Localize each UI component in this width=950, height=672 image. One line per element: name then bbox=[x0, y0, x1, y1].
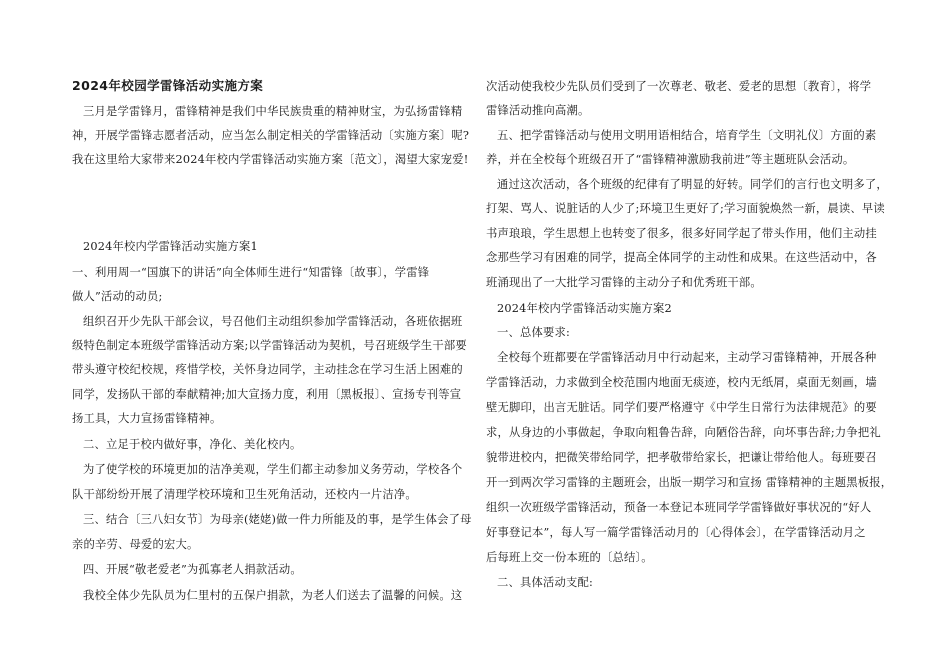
paragraph-line: 二、立足于校内做好事，净化、美化校内。 bbox=[83, 438, 302, 451]
paragraph-line: 后每班上交一份本班的〔总结〕。 bbox=[486, 551, 653, 564]
paragraph-line: 三、结合〔三八妇女节〕为母亲(姥姥)做一件力所能及的事，是学生体会了母 bbox=[83, 513, 472, 526]
paragraph-line: 念那些学习有困难的同学，提高全体同学的主动性和成果。在这些活动中，各 bbox=[486, 251, 877, 264]
paragraph-line: 通过这次活动，各个班级的纪律有了明显的好转。同学们的言行也文明多了， bbox=[497, 178, 888, 191]
paragraph-line: 组织召开少先队干部会议，号召他们主动组织参加学雷锋活动，各班依据班 bbox=[83, 315, 463, 328]
paragraph-line: 二、具体活动支配: bbox=[497, 576, 593, 589]
paragraph-line: 我在这里给大家带来2024年校内学雷锋活动实施方案〔范文〕，渴望大家宠爱! bbox=[72, 153, 469, 166]
section-heading: 2024年校内学雷锋活动实施方案1 bbox=[83, 240, 258, 253]
paragraph-line: 扬工具，大力宣扬雷锋精神。 bbox=[72, 412, 222, 425]
paragraph-line: 四、开展“敬老爱老”为孤寡老人捐款活动。 bbox=[83, 563, 302, 576]
paragraph-line: 做人”活动的动员; bbox=[72, 290, 163, 303]
paragraph-line: 好事登记本”，每人写一篇学雷锋活动月的〔心得体会〕，在学雷锋活动月之 bbox=[486, 526, 866, 539]
paragraph-line: 全校每个班都要在学雷锋活动月中行动起来，主动学习雷锋精神，开展各种 bbox=[497, 351, 877, 364]
paragraph-line: 求，从身边的小事做起，争取向粗鲁告辞，向陋俗告辞，向坏事告辞;力争把礼 bbox=[486, 426, 881, 439]
paragraph-line: 貌带进校内，把微笑带给同学，把孝敬带给家长，把谦让带给他人。每班要召 bbox=[486, 451, 877, 464]
paragraph-line: 打架、骂人、说脏话的人少了;环境卫生更好了;学习面貌焕然一新，晨读、早读 bbox=[486, 202, 885, 215]
paragraph-line: 三月是学雷锋月，雷锋精神是我们中华民族贵重的精神财宝，为弘扬雷锋精 bbox=[83, 105, 463, 118]
paragraph-line: 书声琅琅，学生思想上也转变了很多，很多好同学起了带头作用，他们主动挂 bbox=[486, 227, 877, 240]
paragraph-line: 养，并在全校每个班级召开了“雷锋精神激励我前进”等主题班队会活动。 bbox=[486, 153, 855, 166]
paragraph-line: 一、总体要求: bbox=[497, 326, 570, 339]
paragraph-line: 壁无脚印，出言无脏话。同学们要严格遵守《中学生日常行为法律规范》的要 bbox=[486, 401, 877, 414]
paragraph-line: 带头遵守校纪校规，疼惜学校，关怀身边同学，主动挂念在学习生活上困难的 bbox=[72, 363, 463, 376]
paragraph-line: 神，开展学雷锋志愿者活动，应当怎么制定相关的学雷锋活动〔实施方案〕呢? bbox=[72, 129, 470, 142]
paragraph-line: 组织一次班级学雷锋活动，预备一本登记本班同学学雷锋做好事状况的“好人 bbox=[486, 501, 872, 514]
paragraph-line: 班涌现出了一大批学习雷锋的主动分子和优秀班干部。 bbox=[486, 276, 762, 289]
section-heading: 2024年校内学雷锋活动实施方案2 bbox=[497, 302, 672, 315]
paragraph-line: 同学，发扬队干部的奉献精神;加大宣扬力度，利用〔黑板报〕、宣扬专刊等宣 bbox=[72, 388, 462, 401]
paragraph-line: 级特色制定本班级学雷锋活动方案;以学雷锋活动为契机，号召班级学生干部要 bbox=[72, 339, 467, 352]
paragraph-line: 亲的辛劳、母爱的宏大。 bbox=[72, 538, 199, 551]
document-title: 2024年校园学雷锋活动实施方案 bbox=[72, 78, 264, 93]
paragraph-line: 为了使学校的环境更加的洁净美观，学生们都主动参加义务劳动，学校各个 bbox=[83, 463, 463, 476]
paragraph-line: 队干部纷纷开展了清理学校环境和卫生死角活动，还校内一片洁净。 bbox=[72, 488, 417, 501]
paragraph-line: 我校全体少先队员为仁里村的五保户捐款，为老人们送去了温馨的问候。这 bbox=[83, 589, 463, 602]
paragraph-line: 雷锋活动推向高潮。 bbox=[486, 104, 590, 117]
paragraph-line: 开一到两次学习雷锋的主题班会，出版一期学习和宣扬 雷锋精神的主题黑板报， bbox=[486, 476, 893, 489]
paragraph-line: 五、把学雷锋活动与使用文明用语相结合，培育学生〔文明礼仪〕方面的素 bbox=[497, 129, 877, 142]
paragraph-line: 次活动使我校少先队员们受到了一次尊老、敬老、爱老的思想〔教育〕，将学 bbox=[486, 80, 872, 93]
paragraph-line: 一、利用周一“国旗下的讲话”向全体师生进行“知雷锋〔故事〕，学雷锋 bbox=[72, 266, 430, 279]
paragraph-line: 学雷锋活动，力求做到全校范围内地面无痰迹，校内无纸屑，桌面无刻画，墙 bbox=[486, 376, 877, 389]
